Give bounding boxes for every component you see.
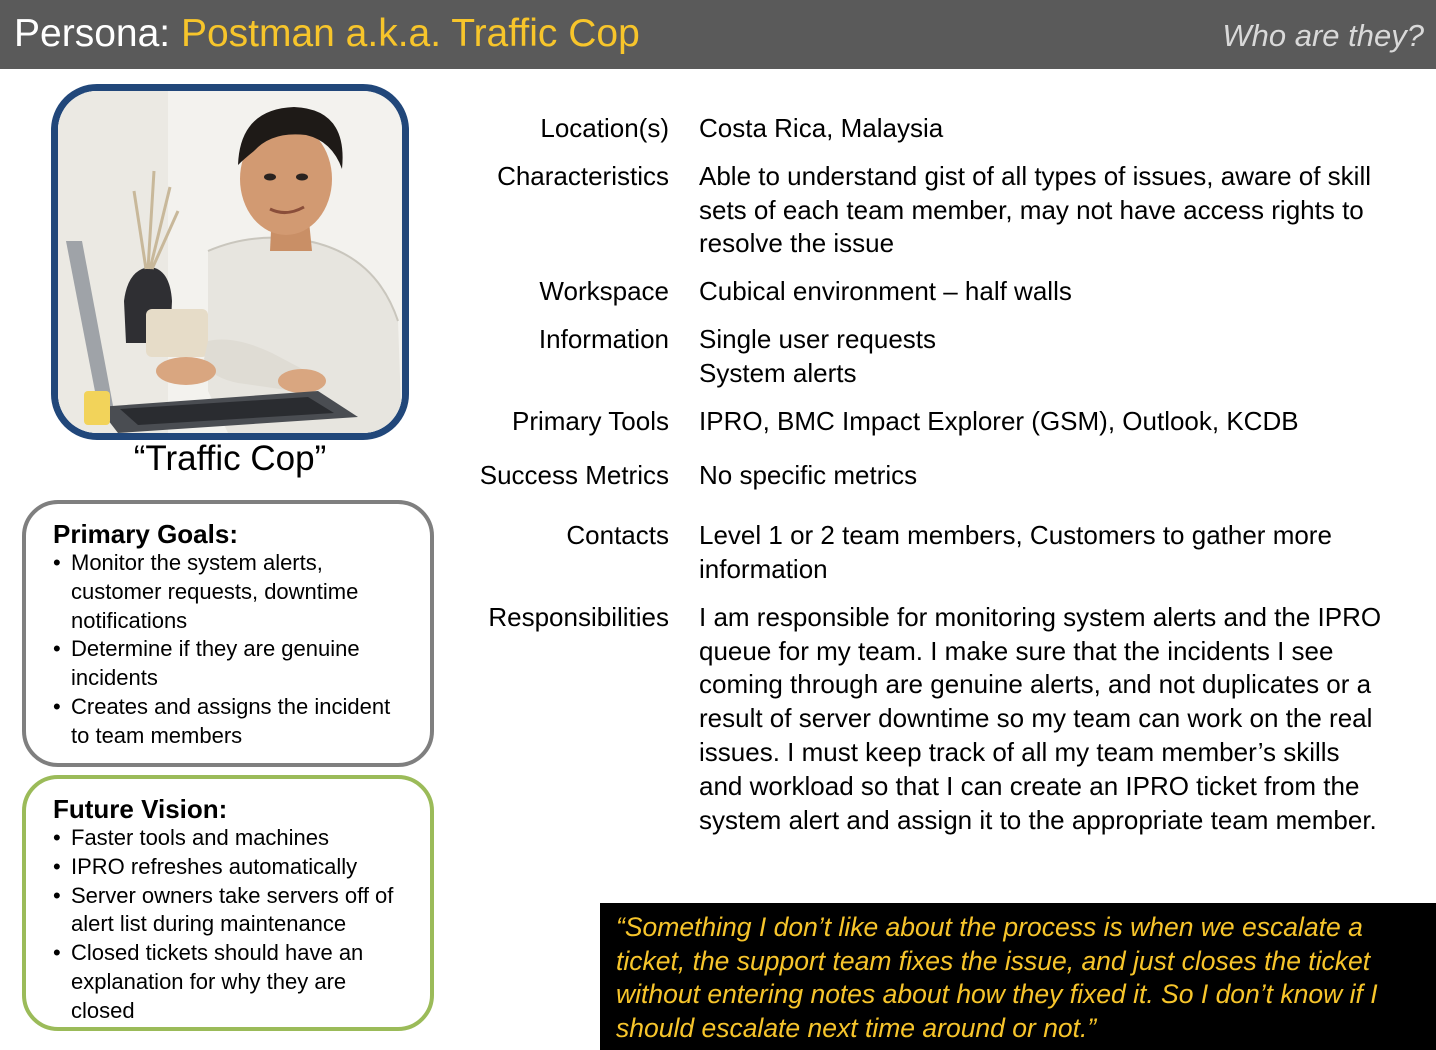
persona-details: [440, 112, 1430, 837]
list-item: • IPRO refreshes automatically: [53, 853, 412, 882]
detail-label: Information: [538, 323, 669, 354]
page-subtitle: Who are they?: [1222, 18, 1424, 53]
primary-goals-title: Primary Goals:: [53, 519, 238, 549]
detail-value: No specific metrics: [699, 460, 918, 491]
title-prefix: Persona:: [14, 12, 181, 55]
detail-label: Responsibilities: [488, 601, 669, 632]
detail-row-workspace: [440, 275, 1430, 309]
detail-row-success-metrics: [440, 459, 1430, 493]
detail-value: Able to understand gist of all types of issues, aware of skill sets of each team member, may not have access rights to resolve the issue: [699, 160, 1372, 259]
page-title: [14, 11, 640, 57]
detail-row-location: [440, 112, 1430, 146]
list-item: • Monitor the system alerts, customer requests, downtime notifications: [53, 549, 412, 635]
detail-row-contacts: [440, 519, 1430, 587]
detail-row-primary-tools: [440, 405, 1430, 439]
detail-label: Workspace: [539, 276, 669, 307]
future-vision-title: Future Vision:: [53, 794, 228, 824]
detail-label: Success Metrics: [479, 460, 669, 491]
future-vision-box: [22, 775, 434, 1031]
list-item: • Closed tickets should have an explanation for why they are closed: [53, 939, 412, 1025]
list-item: • Server owners take servers off of alert list during maintenance: [53, 882, 412, 940]
person-at-laptop-icon: [58, 91, 402, 433]
future-vision-list: [53, 824, 412, 1026]
detail-row-information: [440, 323, 1430, 391]
persona-name: Postman a.k.a. Traffic Cop: [180, 12, 640, 55]
detail-value: Level 1 or 2 team members, Customers to gather more information: [699, 520, 1332, 584]
detail-value: Single user requests System alerts: [699, 323, 937, 388]
detail-row-characteristics: [440, 160, 1430, 261]
list-item: • Determine if they are genuine incidents: [53, 635, 412, 693]
detail-value: Cubical environment – half walls: [699, 276, 1072, 307]
persona-photo: [51, 84, 409, 440]
detail-value: Costa Rica, Malaysia: [699, 113, 944, 143]
list-item: • Creates and assigns the incident to team members: [53, 693, 412, 751]
title-bar: [0, 0, 1436, 69]
list-item: • Faster tools and machines: [53, 824, 412, 853]
detail-row-responsibilities: [440, 601, 1430, 838]
persona-nickname: “Traffic Cop”: [133, 439, 327, 478]
detail-label: Characteristics: [497, 160, 669, 191]
detail-label: Contacts: [566, 520, 669, 551]
detail-value: I am responsible for monitoring system alerts and the IPRO queue for my team. I make sure that the incidents I see coming through are genuine alerts, and not duplicates or a result of server downtime so my team can work on the real issues. I must keep track of all my team member’s skills and workload so that I can create an IPRO ticket from the system alert and assign it to the appropriate team member.: [699, 601, 1382, 835]
detail-value: IPRO, BMC Impact Explorer (GSM), Outlook, KCDB: [699, 405, 1299, 436]
primary-goals-list: [53, 549, 412, 751]
detail-label: Location(s): [540, 113, 669, 143]
persona-quote: “Something I don’t like about the process is when we escalate a ticket, the support team fixes the issue, and just closes the ticket without entering notes about how they fixed it. So I don’t know if I should escalate next time around or not.”: [600, 903, 1436, 1050]
detail-label: Primary Tools: [511, 405, 669, 436]
primary-goals-box: [22, 500, 434, 767]
